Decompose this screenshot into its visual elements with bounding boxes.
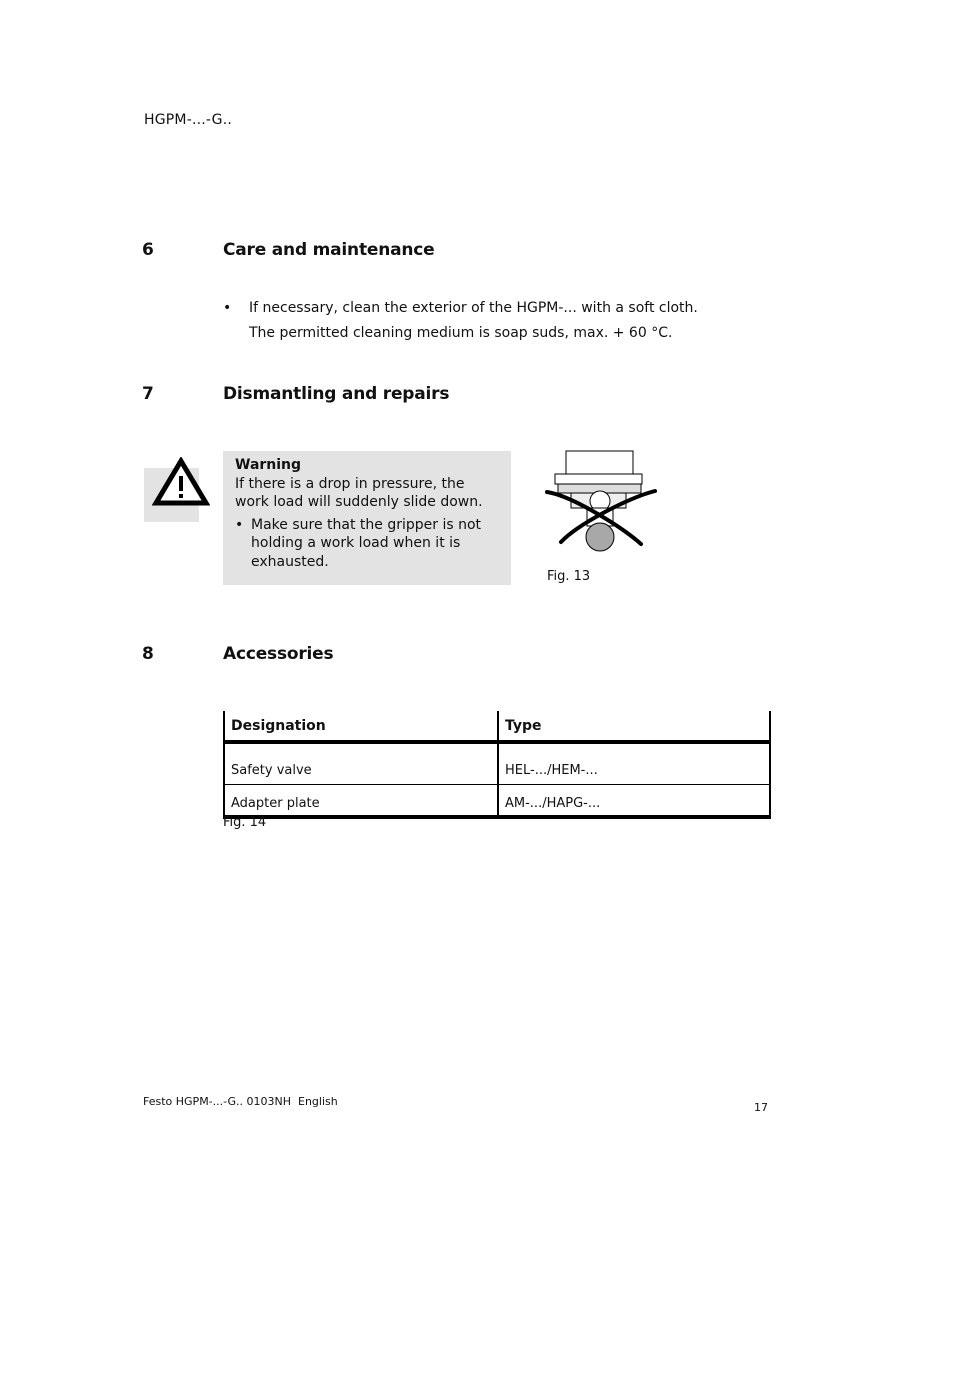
- document-header: HGPM-...-G..: [144, 112, 233, 128]
- table-cell: HEL-.../HEM-...: [498, 742, 770, 785]
- warning-triangle-icon: [152, 457, 210, 507]
- table-cell: Safety valve: [224, 742, 498, 785]
- accessories-table: [223, 711, 771, 819]
- care-bullet-item: [223, 300, 698, 316]
- page-footer: Festo HGPM-...-G.. 0103NH English: [143, 1095, 338, 1108]
- section-number-7: 7: [142, 384, 154, 404]
- bullet-mark: •: [223, 300, 232, 316]
- table-row: [224, 785, 770, 818]
- section-title-care: Care and maintenance: [223, 240, 435, 260]
- warning-bullet-item: [235, 516, 499, 572]
- column-header-type: Type: [498, 711, 770, 742]
- column-header-designation: Designation: [224, 711, 498, 742]
- warning-text: If there is a drop in pressure, the work load will suddenly slide down.: [235, 475, 483, 510]
- page-number: 17: [754, 1101, 768, 1114]
- care-line-1: If necessary, clean the exterior of the HGPM-... with a soft cloth.: [249, 300, 698, 316]
- table-header-row: [224, 711, 770, 742]
- section-title-accessories: Accessories: [223, 644, 334, 664]
- care-line-2: The permitted cleaning medium is soap suds, max. + 60 °C.: [249, 325, 673, 341]
- table-cell: AM-.../HAPG-...: [498, 785, 770, 818]
- section-title-dismantling: Dismantling and repairs: [223, 384, 450, 404]
- bullet-mark: •: [235, 516, 244, 533]
- table-row: [224, 742, 770, 785]
- warning-box: [223, 451, 511, 585]
- figure-14-caption: Fig. 14: [223, 815, 267, 830]
- warning-title: Warning: [235, 457, 302, 473]
- figure-13-caption: Fig. 13: [547, 569, 591, 584]
- table-cell: Adapter plate: [224, 785, 498, 818]
- section-number-8: 8: [142, 644, 154, 664]
- section-number-6: 6: [142, 240, 154, 260]
- crossed-out-gripper-load-icon: [543, 448, 661, 556]
- warning-bullet-text: Make sure that the gripper is not holding a work load when it is exhausted.: [251, 516, 482, 570]
